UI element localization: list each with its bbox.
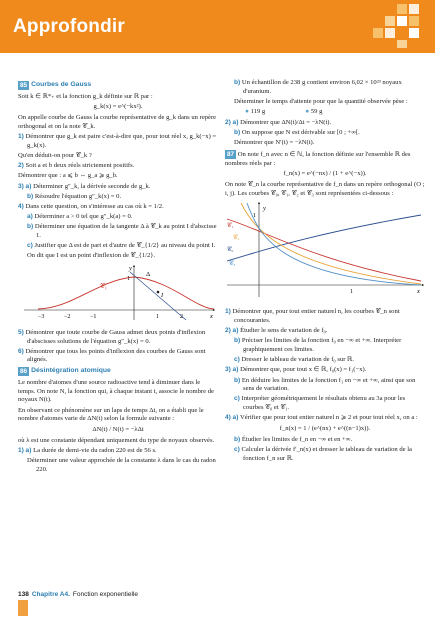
footer-accent-bar [18,600,28,616]
exercise-number: 87 [227,150,235,158]
ex86-q1a2: Déterminer une valeur approchée de la constante λ dans le cas du radon 220. [27,457,216,473]
exercise-85-header [18,81,218,91]
exercise-number: 86 [20,368,28,376]
ex85-formula: g_k(x) = e^(−kx²). [93,103,143,111]
ex86-q2a: 2) a) Démontrer que ΔN(t)/Δt = −λN(t). [225,118,332,126]
curve-c3 [247,203,421,285]
curve-label: 𝒞₁ [100,283,108,291]
ex87-p2: On note 𝒞_n la courbe représentative de f_n dans un repère orthogonal (O ; i, j). Les courbes 𝒞₀, 𝒞₁, 𝒞₂ et 𝒞₃ sont représentées ci-dessous : [225,181,425,197]
tick-x-1: −3 [38,314,45,321]
ex87-q4a: 4) a) Vérifier que pour tout entier naturel n ⩾ 2 et pour tout réel x, on a : [225,414,418,422]
chapter-label: Chapitre A4. [31,591,70,598]
ex87-q3a: 3) a) Démontrer que, pour tout x ∈ ℝ, f₀(x) = f₁(−x). [225,366,367,374]
tick-x-5: 2 [180,314,183,321]
exercise-title: Désintégration atomique [31,367,111,375]
ex86-formula: ΔN(t) / N(t) = −λΔt [92,425,144,433]
decorative-squares [357,4,427,50]
tick-x-4: 1 [156,314,159,321]
ex87-formula: f_n(x) = e^(−nx) / (1 + e^(−x)). [283,170,367,178]
y-label: y [129,265,132,273]
ex87-q2a: 2) a) Étudier le sens de variation de f₀. [225,327,328,335]
exercise-87-header [225,150,425,168]
ex85-q4a: a) Déterminer a > 0 tel que g″_k(a) = 0. [27,213,133,221]
ex85-q4: 4) Dans cette question, on s'intéresse au cas où k = 1/2. [18,202,164,210]
tick-x-1: 1 [350,289,353,296]
delta-label: Δ [146,271,151,279]
y-label: y [263,205,266,213]
ex86-q2b2: Démontrer que N′(t) = −λN(t). [234,139,315,147]
ex85-q5: 5) Démontrer que toute courbe de Gauss admet deux points d'inflexion d'abscisses solutions de l'équation g″_k(x) = 0. [18,328,206,345]
exercise-number: 85 [20,82,28,89]
fn-graph-svg [225,201,425,301]
tick-x-2: −2 [64,314,71,321]
ex86-q2b: b) On suppose que N est dérivable sur [0 ; +∞[. [234,129,360,137]
point-i-label: I [161,292,164,300]
label-c0: 𝒞₀ [227,247,234,254]
ex87-q2c: c) Dresser le tableau de variation de f₀ sur ℝ. [234,356,354,364]
ex86-p1: Le nombre d'atomes d'une source radioactive tend à diminuer dans le temps. On note N, la fonction qui, à chaque instant t, associe le nombre de noyaux N(t). [18,378,214,404]
ex85-intro: Soit k ∈ ℝ*₊ et la fonction g_k définie sur ℝ par : [18,92,153,100]
exercise-86-header [18,367,218,377]
curve-c1 [227,219,421,281]
gauss-curve [38,277,214,309]
page-footer [18,591,138,600]
ex86-q1b2: Déterminer le temps d'attente pour que la quantité observée pèse : [234,97,408,105]
gauss-graph [18,264,218,326]
ex87-q4c: c) Calculer la dérivée f′_n(x) et dresser le tableau de variation de la fonction f_n sur ℝ. [234,446,412,462]
x-label: x [417,288,420,296]
page-header [0,0,435,53]
ex87-q3c: c) Interpréter géométriquement le résultats obtenu au 3a pour les courbes 𝒞₀ et 𝒞₁. [234,395,406,412]
ex86-bullets [225,108,425,117]
ex87-q4a-formula: f_n(x) = 1 / (e^(nx) + e^((n−1)x)). [279,425,371,433]
fn-graph [225,201,425,305]
ex87-q4b: b) Étudier les limites de f_n en −∞ et en +∞. [234,435,353,443]
ex87-q1: 1) Démontrer que, pour tout entier naturel n, les courbes 𝒞_n sont concourantes. [225,308,400,324]
ex85-q2b: Démontrer que : a ⩽ b ⇔ g_a ⩾ g_b. [18,172,118,180]
ex85-q6: 6) Démontrer que tous les points d'inflexion des courbes de Gauss sont alignés. [18,347,206,364]
label-c1: 𝒞₁ [227,223,234,230]
tangent-line [130,272,186,320]
page-number: 138 [18,591,29,598]
ex87-intro: On note f_n avec n ∈ ℕ, la fonction définie sur l'ensemble ℝ des nombres réels par : [225,150,411,167]
ex85-q3b: b) Résoudre l'équation g″_k(x) = 0. [27,192,122,200]
bullet-item: ● 59 g [305,108,323,116]
label-c2: 𝒞₂ [233,235,240,242]
ex85-definition: On appelle courbe de Gauss la courbe représentative de g_k dans un repère orthogonal et on la note 𝒞_k. [18,114,217,130]
exercise-title: Courbes de Gauss [31,81,92,89]
ex86-q1a: 1) a) La durée de demi-vie du radon 220 est de 56 s. [18,446,157,454]
tick-y-1: 1 [127,276,130,283]
chapter-topic: Fonction exponentielle [72,591,138,598]
gauss-graph-svg [18,264,218,322]
label-c3: 𝒞₃ [229,261,236,268]
ex87-q3b: b) En déduire les limites de la fonction f₁ en −∞ et +∞, ainsi que son sens de variation. [234,376,416,393]
ex85-q1b: Qu'en déduit-on pour 𝒞_k ? [18,151,92,159]
bullet-item: ● 119 g [245,108,266,116]
ex85-q4c2: On dit que I est un point d'inflexion de 𝒞_{1/2}. [27,252,156,260]
ex85-q4b: b) Déterminer une équation de la tangente Δ à 𝒞_k au point I d'abscisse 1. [27,223,217,240]
page-title: Approfondir [13,16,125,37]
ex85-q1: 1) Démontrer que g_k est paire c'est-à-dire que, pour tout réel x, g_k(−x) = g_k(x). [18,133,217,149]
ex87-q2b: b) Préciser les limites de la fonction f₀ en −∞ et +∞. Interpréter graphiquement ces limites. [234,337,402,353]
ex86-p3: où λ est une constante dépendant uniquement du type de noyaux observés. [18,436,215,444]
right-column [225,79,425,465]
tick-y-1: 1 [253,213,256,220]
ex85-q4c: c) Justifier que Δ est de part et d'autre de 𝒞_{1/2} au niveau du point I. [27,242,216,250]
inflexion-point [157,291,160,294]
x-label: x [210,313,213,321]
curve-c0 [227,215,421,261]
ex85-q3a: 3) a) Déterminer g″_k, la dérivée seconde de g_k. [18,182,151,190]
left-column [18,79,218,476]
ex86-q1b: b) Un échantillon de 238 g contient environ 6,02 × 10²³ noyaux d'uranium. [234,79,402,95]
ex86-p2: En observant ce phénomène sur un laps de temps Δt, on a établi que le nombre d'atomes varie de ΔN(t) selon la formule suivante : [18,406,204,423]
ex85-q2: 2) Soit a et b deux réels strictement positifs. [18,162,135,170]
tick-x-3: −1 [90,314,97,321]
